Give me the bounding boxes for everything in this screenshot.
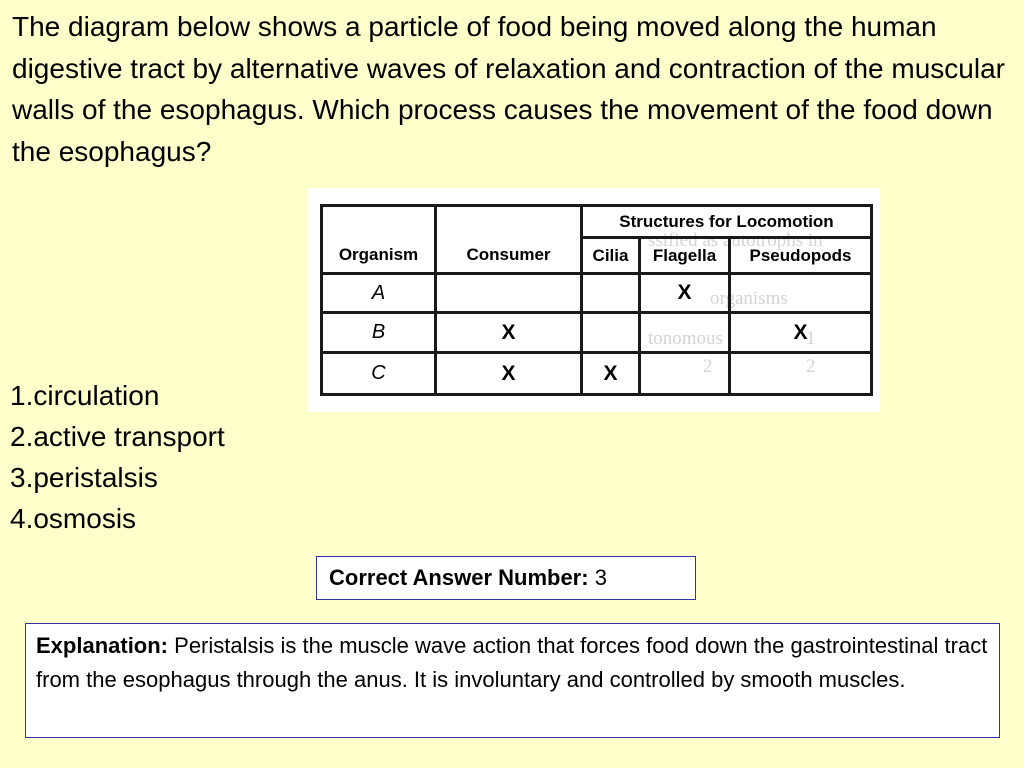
explanation-box <box>25 623 1000 738</box>
organism-cell: A <box>322 274 436 313</box>
bleed-through-text: 2 <box>806 356 816 377</box>
column-header-organism: Organism <box>322 238 436 274</box>
choice-item: 3.peristalsis <box>10 462 158 493</box>
table-row <box>322 274 872 313</box>
header-spacer <box>436 206 582 238</box>
answer-choices <box>10 375 225 539</box>
flagella-cell <box>640 313 730 353</box>
pseudopods-cell <box>730 353 872 395</box>
cilia-cell <box>582 313 640 353</box>
correct-answer-box <box>316 556 696 600</box>
consumer-cell: X <box>436 353 582 395</box>
locomotion-table-image <box>308 188 880 412</box>
header-spacer <box>322 206 436 238</box>
explanation-text: Peristalsis is the muscle wave action that forces food down the gastrointestinal tract from the esophagus through the anus. It is involuntary and controlled by smooth muscles. <box>36 633 988 692</box>
organism-cell: C <box>322 353 436 395</box>
column-header-flagella: Flagella <box>640 238 730 274</box>
table-row <box>322 313 872 353</box>
column-header-pseudopods: Pseudopods <box>730 238 872 274</box>
correct-answer-label: Correct Answer Number: <box>329 565 589 590</box>
bleed-through-text: tonomous <box>648 328 723 349</box>
bleed-through-text: ssified as autotrophs in <box>648 230 823 251</box>
pseudopods-cell <box>730 274 872 313</box>
cilia-cell: X <box>582 353 640 395</box>
column-header-cilia: Cilia <box>582 238 640 274</box>
cilia-cell <box>582 274 640 313</box>
bleed-through-text: organisms <box>710 288 788 309</box>
table-row <box>322 353 872 395</box>
explanation-label: Explanation: <box>36 633 169 658</box>
choice-item: 4.osmosis <box>10 503 137 534</box>
correct-answer-value: 3 <box>594 565 607 590</box>
column-header-consumer: Consumer <box>436 238 582 274</box>
pseudopods-cell: X <box>730 313 872 353</box>
consumer-cell <box>436 274 582 313</box>
choice-item: 1.circulation <box>10 380 160 411</box>
consumer-cell: X <box>436 313 582 353</box>
organism-cell: B <box>322 313 436 353</box>
bleed-through-text: 1 <box>806 328 816 349</box>
locomotion-table <box>320 204 873 396</box>
bleed-through-text: 2 <box>703 356 713 377</box>
question-text: The diagram below shows a particle of food being moved along the human digestive tract by alternative waves of relaxation and contraction of the muscular walls of the esophagus. Which process causes the movement of the food down the esophagus? <box>12 11 1005 167</box>
choice-item: 2.active transport <box>10 421 225 452</box>
group-header: Structures for Locomotion <box>582 206 872 238</box>
flagella-cell <box>640 353 730 395</box>
flagella-cell: X <box>640 274 730 313</box>
